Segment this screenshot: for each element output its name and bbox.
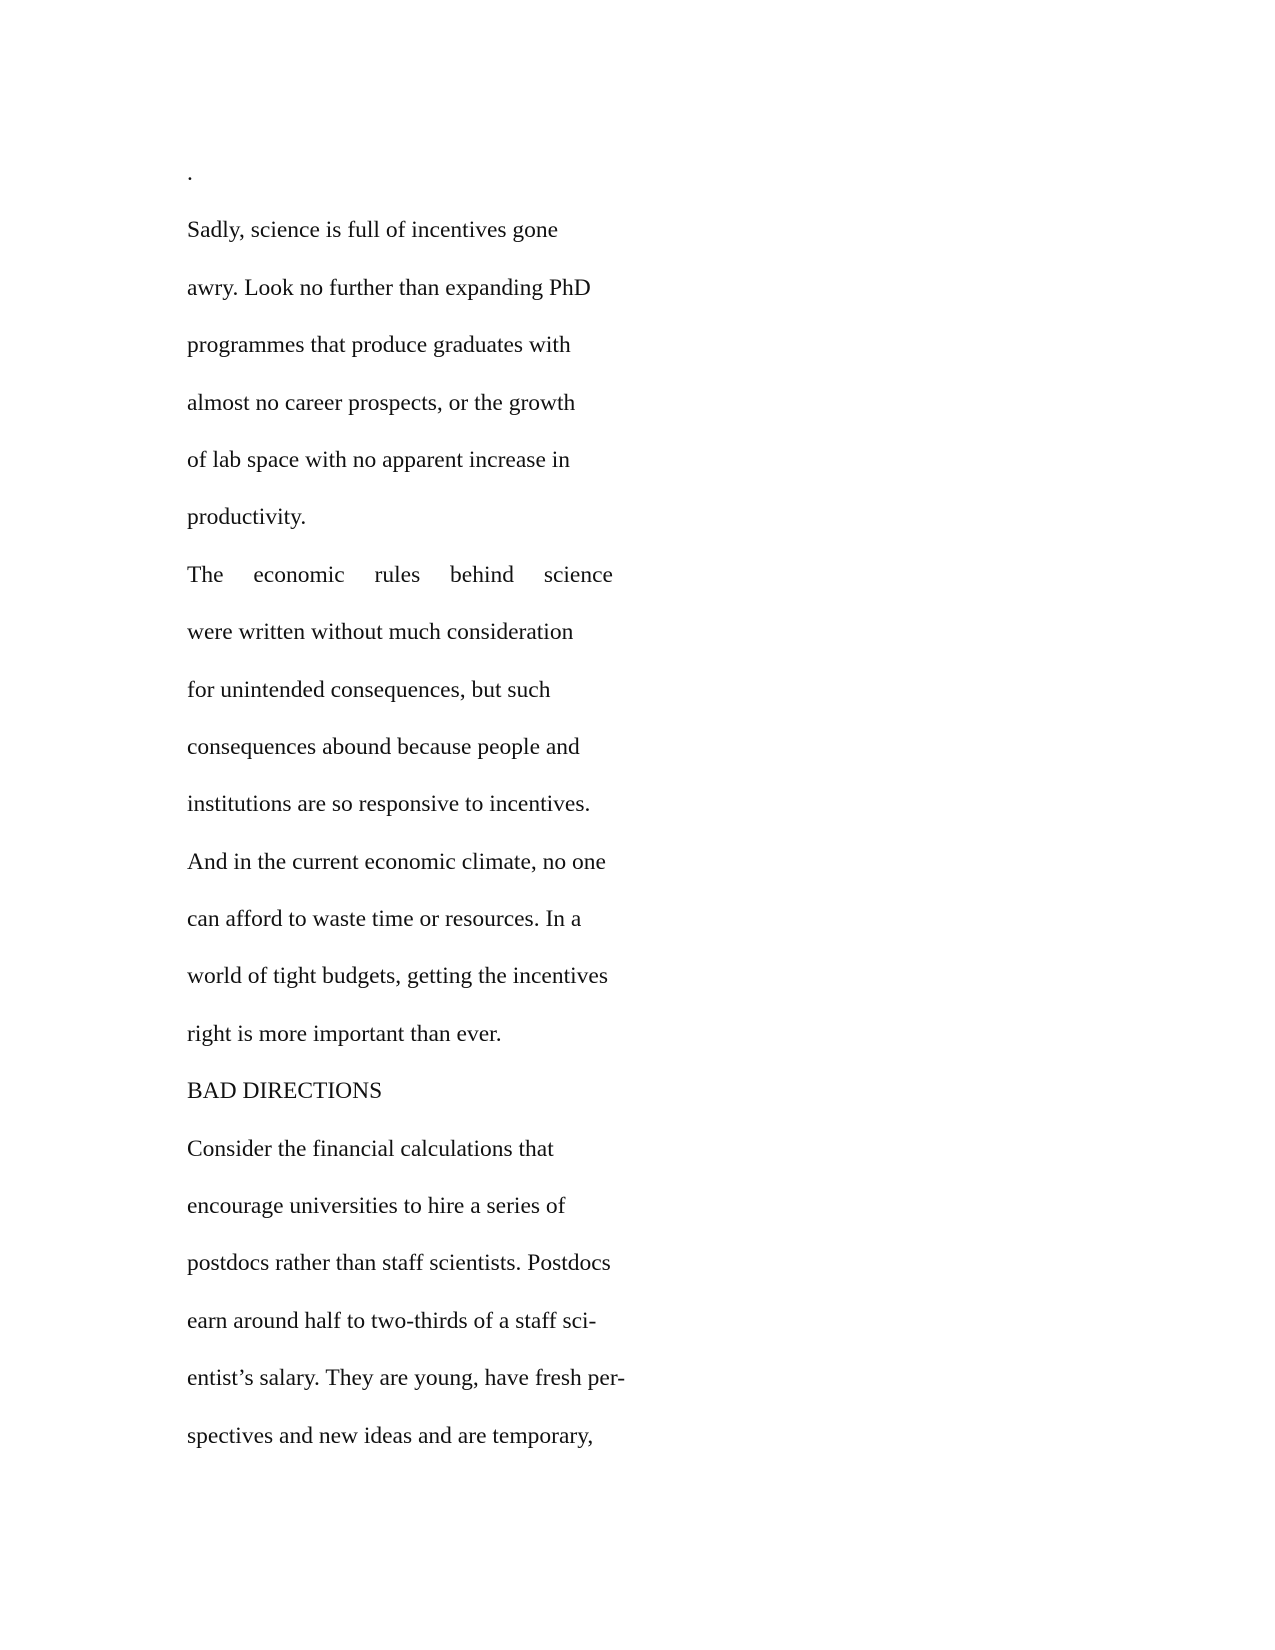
paragraph-2-word-4: behind <box>450 561 514 588</box>
paragraph-2-line-8: world of tight budgets, getting the incentives <box>187 963 608 990</box>
paragraph-2-line-3: for unintended consequences, but such <box>187 676 551 703</box>
paragraph-1-line-6: productivity. <box>187 504 307 531</box>
paragraph-2-word-1: The <box>187 561 224 588</box>
paragraph-2-line-7: can afford to waste time or resources. In a <box>187 906 582 933</box>
paragraph-3-line-2: encourage universities to hire a series of <box>187 1193 566 1220</box>
paragraph-3-line-1: Consider the financial calculations that <box>187 1135 554 1162</box>
section-heading: BAD DIRECTIONS <box>187 1078 383 1105</box>
paragraph-2-line-4: consequences abound because people and <box>187 733 580 760</box>
paragraph-1-line-3: programmes that produce graduates with <box>187 332 571 359</box>
paragraph-1-line-2: awry. Look no further than expanding PhD <box>187 274 591 301</box>
article-body <box>187 145 657 1465</box>
paragraph-1-line-5: of lab space with no apparent increase in <box>187 446 571 473</box>
paragraph-1-line-1: Sadly, science is full of incentives gone <box>187 217 559 244</box>
paragraph-2-line-6: And in the current economic climate, no one <box>187 848 606 875</box>
paragraph-2-line-2: were written without much consideration <box>187 619 574 646</box>
paragraph-2-line-1 <box>187 547 613 604</box>
paragraph-3-line-6: spectives and new ideas and are temporary, <box>187 1422 594 1449</box>
paragraph-2-word-2: economic <box>253 561 345 588</box>
paragraph-2-word-5: science <box>543 561 613 588</box>
paragraph-3-line-4: earn around half to two-thirds of a staff sci- <box>187 1307 597 1334</box>
paragraph-2-line-9: right is more important than ever. <box>187 1020 502 1047</box>
paragraph-1-line-4: almost no career prospects, or the growth <box>187 389 576 416</box>
paragraph-2-line-5: institutions are so responsive to incentives. <box>187 791 591 818</box>
paragraph-3-line-5: entist’s salary. They are young, have fresh per- <box>187 1365 626 1392</box>
leading-period-mark: . <box>187 160 193 186</box>
paragraph-3-line-3: postdocs rather than staff scientists. Postdocs <box>187 1250 611 1277</box>
paragraph-2-word-3: rules <box>374 561 421 588</box>
